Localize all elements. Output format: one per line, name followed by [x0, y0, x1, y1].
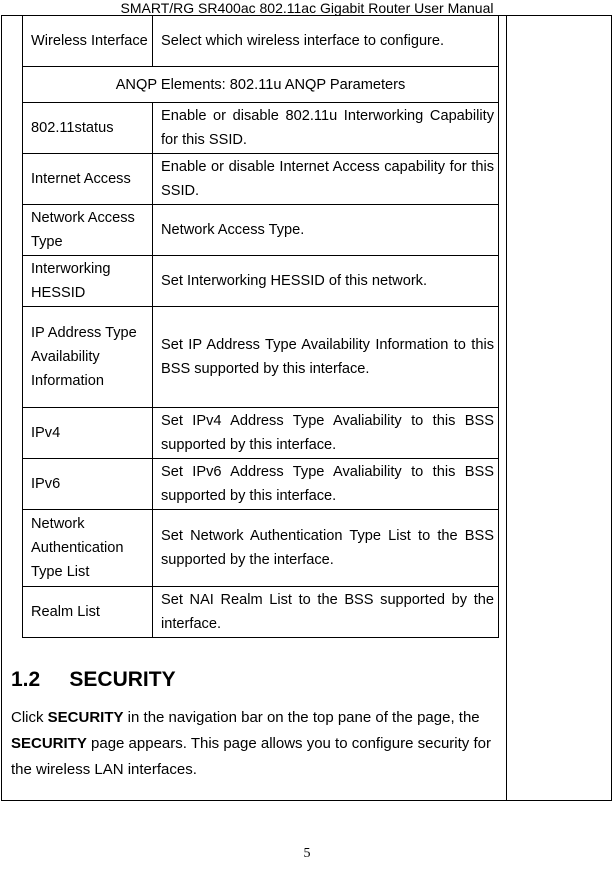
section-heading [11, 667, 176, 693]
body-text-run: page appears. This page allows you to configure security for the wireless LAN interfaces. [11, 735, 491, 778]
outer-frame-divider [506, 15, 507, 801]
param-description: Set NAI Realm List to the BSS supported by the interface. [153, 587, 499, 638]
table-row [23, 587, 499, 638]
body-text-bold: SECURITY [47, 709, 124, 726]
table-row [23, 307, 499, 408]
param-description: Network Access Type. [153, 205, 499, 256]
param-description: Set Network Authentication Type List to the BSS supported by the interface. [153, 510, 499, 587]
section-number: 1.2 [11, 668, 41, 691]
param-label: Interworking HESSID [23, 256, 153, 307]
param-label: 802.11status [23, 103, 153, 154]
page-number: 5 [303, 846, 311, 861]
body-text-run: in the navigation bar on the top pane of the page, the [123, 709, 480, 726]
table-row [23, 154, 499, 205]
table-row [23, 256, 499, 307]
param-description: Enable or disable 802.11u Interworking Capability for this SSID. [153, 103, 499, 154]
param-description: Enable or disable Internet Access capability for this SSID. [153, 154, 499, 205]
param-description: Set Interworking HESSID of this network. [153, 256, 499, 307]
table-row [23, 408, 499, 459]
param-description: Set IP Address Type Availability Information to this BSS supported by this interface. [153, 307, 499, 408]
param-label: IPv4 [23, 408, 153, 459]
param-description: Set IPv4 Address Type Avaliability to this BSS supported by this interface. [153, 408, 499, 459]
page-header: SMART/RG SR400ac 802.11ac Gigabit Router User Manual [120, 0, 494, 16]
table-row [23, 103, 499, 154]
param-label: Network Access Type [23, 205, 153, 256]
table-section-row [23, 67, 499, 103]
table-row [23, 459, 499, 510]
param-label: Network Authentication Type List [23, 510, 153, 587]
section-title: SECURITY [69, 668, 176, 691]
body-text-bold: SECURITY [11, 735, 87, 752]
body-text-run: Click [11, 709, 48, 726]
param-label: IPv6 [23, 459, 153, 510]
table-row [23, 16, 499, 67]
param-label: Realm List [23, 587, 153, 638]
parameter-table [22, 15, 499, 638]
table-row [23, 510, 499, 587]
table-section-header: ANQP Elements: 802.11u ANQP Parameters [23, 67, 499, 103]
table-row [23, 205, 499, 256]
section-body-paragraph [11, 705, 496, 783]
param-label: IP Address Type Availability Information [23, 307, 153, 408]
param-label: Internet Access [23, 154, 153, 205]
param-label: Wireless Interface [23, 16, 153, 67]
param-description: Set IPv6 Address Type Avaliability to this BSS supported by this interface. [153, 459, 499, 510]
param-description: Select which wireless interface to configure. [153, 16, 499, 67]
